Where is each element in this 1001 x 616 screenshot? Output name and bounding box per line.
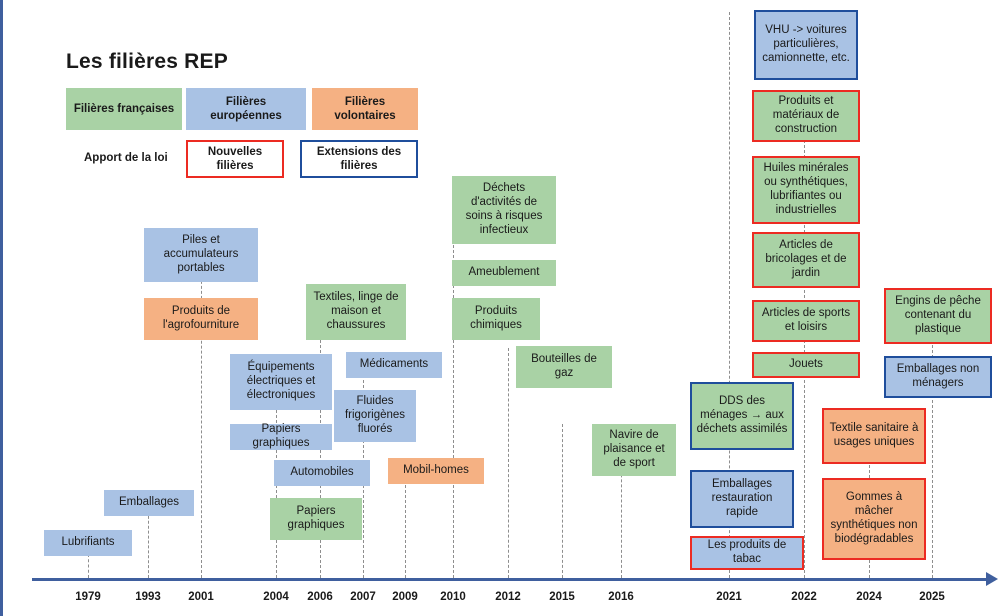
axis-tick-2001: 2001: [188, 591, 214, 603]
node-jouets[interactable]: Jouets: [752, 352, 860, 378]
page-title: Les filières REP: [66, 50, 228, 73]
node-mobil-homes[interactable]: Mobil-homes: [388, 458, 484, 484]
node-articles-bricolage-jardin[interactable]: Articles de bricolages et de jardin: [752, 232, 860, 288]
leader-2015: [562, 424, 563, 578]
node-equipements-electriques-electroniques[interactable]: Équipements électriques et électroniques: [230, 354, 332, 410]
axis-tick-2010: 2010: [440, 591, 466, 603]
legend-apport-label: Apport de la loi: [84, 152, 168, 164]
leader-2012: [508, 348, 509, 578]
node-textiles-linge-chaussures[interactable]: Textiles, linge de maison et chaussures: [306, 284, 406, 340]
node-papiers-graphiques[interactable]: Papiers graphiques: [270, 498, 362, 540]
node-medicaments[interactable]: Médicaments: [346, 352, 442, 378]
axis-tick-2009: 2009: [392, 591, 418, 603]
axis-tick-2021: 2021: [716, 591, 742, 603]
node-automobiles[interactable]: Automobiles: [274, 460, 370, 486]
node-bouteilles-de-gaz[interactable]: Bouteilles de gaz: [516, 346, 612, 388]
node-emballages-non-menagers[interactable]: Emballages non ménagers: [884, 356, 992, 398]
axis-tick-2022: 2022: [791, 591, 817, 603]
legend-filieres-europeennes: Filières européennes: [186, 88, 306, 130]
node-dechets-activites-soins-risques-infectieux[interactable]: Déchets d'activités de soins à risques infectieux: [452, 176, 556, 244]
node-pneumatiques[interactable]: Papiers graphiques: [230, 424, 332, 450]
legend-nouvelles-filieres: Nouvelles filières: [186, 140, 284, 178]
node-fluides-frigorigenes-fluores[interactable]: Fluides frigorigènes fluorés: [334, 390, 416, 442]
leader-1979: [88, 554, 89, 578]
node-engins-de-peche-plastique[interactable]: Engins de pêche contenant du plastique: [884, 288, 992, 344]
axis-tick-2004: 2004: [263, 591, 289, 603]
legend-extensions-filieres: Extensions des filières: [300, 140, 418, 178]
legend-filieres-volontaires: Filières volontaires: [312, 88, 418, 130]
node-emballages-restauration-rapide[interactable]: Emballages restauration rapide: [690, 470, 794, 528]
node-produits-chimiques[interactable]: Produits chimiques: [452, 298, 540, 340]
node-articles-sports-loisirs[interactable]: Articles de sports et loisirs: [752, 300, 860, 342]
axis-tick-1993: 1993: [135, 591, 161, 603]
timeline-arrow-icon: [986, 572, 998, 586]
node-textile-sanitaire-usages-uniques[interactable]: Textile sanitaire à usages uniques: [822, 408, 926, 464]
node-produits-de-tabac[interactable]: Les produits de tabac: [690, 536, 804, 570]
axis-tick-1979: 1979: [75, 591, 101, 603]
node-piles-accumulateurs-portables[interactable]: Piles et accumulateurs portables: [144, 228, 258, 282]
node-huiles-minerales-synthetiques[interactable]: Huiles minérales ou synthétiques, lubrifiantes ou industrielles: [752, 156, 860, 224]
axis-tick-2024: 2024: [856, 591, 882, 603]
axis-tick-2012: 2012: [495, 591, 521, 603]
node-produits-materiaux-construction[interactable]: Produits et matériaux de construction: [752, 90, 860, 142]
node-produits-agrofourniture[interactable]: Produits de l'agrofourniture: [144, 298, 258, 340]
node-gommes-a-macher[interactable]: Gommes à mâcher synthétiques non biodégradables: [822, 478, 926, 560]
node-vhu-voitures-particulieres[interactable]: VHU -> voitures particulières, camionnette, etc.: [754, 10, 858, 80]
node-dds-des-menages[interactable]: DDS des ménages → aux déchets assimilés: [690, 382, 794, 450]
node-emballages[interactable]: Emballages: [104, 490, 194, 516]
axis-tick-2007: 2007: [350, 591, 376, 603]
node-ameublement[interactable]: Ameublement: [452, 260, 556, 286]
legend-filieres-francaises: Filières françaises: [66, 88, 182, 130]
left-accent-bar: [0, 0, 3, 616]
axis-tick-2015: 2015: [549, 591, 575, 603]
node-navire-plaisance-sport[interactable]: Navire de plaisance et de sport: [592, 424, 676, 476]
leader-1993: [148, 506, 149, 578]
axis-tick-2006: 2006: [307, 591, 333, 603]
leader-2001: [201, 236, 202, 578]
axis-tick-2025: 2025: [919, 591, 945, 603]
axis-tick-2016: 2016: [608, 591, 634, 603]
node-lubrifiants[interactable]: Lubrifiants: [44, 530, 132, 556]
timeline-axis: [32, 578, 990, 581]
